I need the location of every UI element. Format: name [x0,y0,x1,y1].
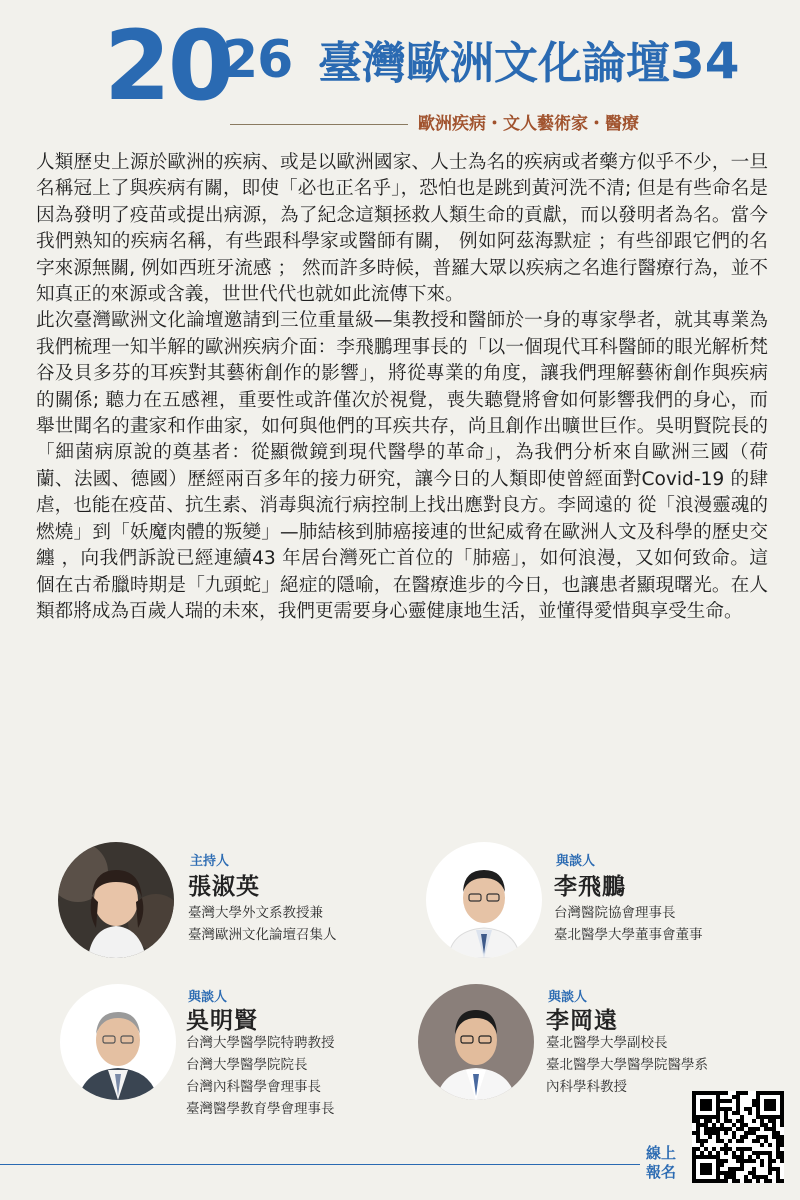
qr-code-icon[interactable] [692,1091,784,1183]
host-role: 主持人 [190,854,230,869]
panelist-3-title-2: 臺北醫學大學醫學院醫學系 [546,1057,708,1073]
panelist-2-titles [186,1032,335,1120]
signup-label[interactable]: 線上報名 [646,1144,677,1181]
intro-paragraph-1: 人類歷史上源於歐洲的疾病、或是以歐洲國家、人士為名的疾病或者藥方似乎不少，一旦名稱冠上了與疾病有關，即使「必也正名乎」，恐怕也是跳到黃河洗不清; 但是有些命名是因為發明了疫苗或提出病源，為了紀念這類拯救人類生命的貢獻，而以發明者為名。當今我們熟知的疾病名稱，有些跟科學家或醫師有關， 例如阿茲海默症 ；有些卻跟它們的名字來源無關, 例如西班牙流感 ； 然而許多時候，普羅大眾以疾病之名進行醫療行為，並不知真正的來源或含義，世世代代也就如此流傳下來。 [36,152,768,306]
panelist-1-titles [554,902,703,946]
panelist-1-photo [426,842,542,958]
forum-subtitle: 歐洲疾病・文人藝術家・醫療 [418,114,639,134]
panelist-1-title-2: 臺北醫學大學董事會董事 [554,927,703,943]
forum-title-number: 34 [670,32,740,90]
intro-paragraph-2: 此次臺灣歐洲文化論壇邀請到三位重量級—集教授和醫師於一身的專家學者，就其專業為我們梳理一知半解的歐洲疾病介面：李飛鵬理事長的「以一個現代耳科醫師的眼光解析梵谷及貝多芬的耳疾對其藝術創作的影響」，將從專業的角度，讓我們理解藝術創作與疾病的關係; 聽力在五感裡，重要性或許僅次於視覺，喪失聽覺將會如何影響我們的身心，而舉世聞名的畫家和作曲家，如何與他們的耳疾共存，尚且創作出曠世巨作。吳明賢院長的「細菌病原說的奠基者：從顯微鏡到現代醫學的革命」，為我們分析來自歐洲三國（荷蘭、法國、德國）歷經兩百多年的接力研究，讓今日的人類即使曾經面對Covid-19 的肆虐，也能在疫苗、抗生素、消毒與流行病控制上找出應對良方。李岡遠的 從「浪漫靈魂的燃燒」到「妖魔肉體的叛變」—肺結核到肺癌接連的世紀威脅在歐洲人文及科學的歷史交纏 ，向我們訴說已經連續43 年居台灣死亡首位的「肺癌」，如何浪漫，又如何致命。這個在古希臘時期是「九頭蛇」絕症的隱喻，在醫療進步的今日，也讓患者顯現曙光。在人類都將成為百歲人瑞的未來，我們更需要身心靈健康地生活，並懂得愛惜與享受生命。 [36,310,768,622]
year-big: 20 [104,10,232,122]
year-small: 26 [222,30,293,90]
panelist-2-title-4: 臺灣醫學教育學會理事長 [186,1101,335,1117]
footer-rule [0,1164,640,1165]
host-name: 張淑英 [188,874,260,900]
panelist-2-photo [60,984,176,1100]
panelist-3-name: 李岡遠 [546,1008,618,1034]
panelist-2-title-1: 台灣大學醫學院特聘教授 [186,1035,335,1051]
panelist-1-title-1: 台灣醫院協會理事長 [554,905,676,921]
host-titles [188,902,337,946]
panelist-3-title-3: 內科學科教授 [546,1079,627,1095]
intro-text [36,150,768,625]
host-title-2: 臺灣歐洲文化論壇召集人 [188,927,337,943]
panelist-1-role: 與談人 [556,854,596,869]
poster-header [0,0,800,150]
forum-title [318,33,740,92]
panelist-2-title-3: 台灣內科醫學會理事長 [186,1079,321,1095]
panelist-3-photo [418,984,534,1100]
host-photo [58,842,174,958]
panelist-2-name: 吳明賢 [186,1008,258,1034]
panelist-2-role: 與談人 [188,990,228,1005]
forum-title-text: 臺灣歐洲文化論壇 [318,38,670,89]
panelist-1-name: 李飛鵬 [554,874,626,900]
panelist-3-role: 與談人 [548,990,588,1005]
panelist-3-titles [546,1032,708,1098]
panelist-3-title-1: 臺北醫學大學副校長 [546,1035,668,1051]
panelist-2-title-2: 台灣大學醫學院院長 [186,1057,308,1073]
subtitle-rule [230,124,408,125]
host-title-1: 臺灣大學外文系教授兼 [188,905,323,921]
